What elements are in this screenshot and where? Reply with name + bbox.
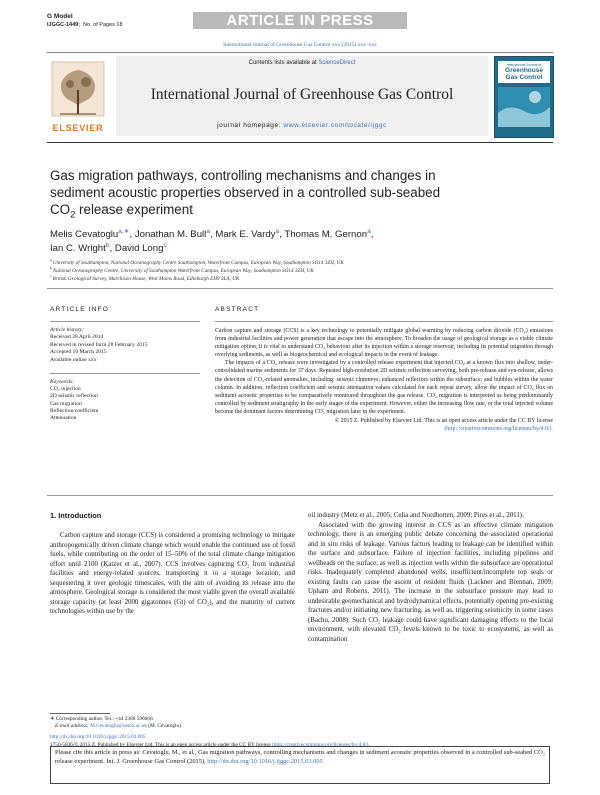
author-name: Jonathan M. Bull [134,229,207,240]
citation-body: Please cite this article in press as: Cevatoglu, M., et al., Gas migration pathways, controlling mechanisms and changes in sediment acoustic properties observed in a controlled sub-seabed CO₂ release experiment. Int. J. Greenhouse Gas Control (2015), [55,749,545,765]
intro-right-column [308,511,553,644]
keywords-label: Keywords: [50,378,75,385]
title-line-2: sediment acoustic properties observed in a controlled sub-seabed [50,185,441,200]
copyright-text: © 2015 Z. Published by Elsevier Ltd. This is an open access article under the CC BY license [334,418,553,425]
issn-text: 1750-5836/© 2015 Z. Published by Elsevier Ltd. This is an open access article under the CC BY license [50,741,273,748]
affiliation-text: University of Southampton, National Oceanography Centre Southampton, Waterfront Campus, European Way, Southampton SO14 3ZH, UK [52,260,344,266]
author-separator: , [109,243,115,254]
history-item: Received in revised form 28 February 2015 [50,341,148,348]
intro-left-column [50,511,295,617]
journal-cover [494,56,554,138]
author-line-1 [50,228,530,242]
history-item: Available online xxx [50,356,97,363]
ref-id: IJGGC-1449; [47,22,81,28]
keyword-item: 2D seismic reflection [50,393,98,400]
author-affiliation-mark[interactable]: a [206,227,211,235]
author-affiliation-mark[interactable]: a,∗ [118,227,130,235]
email-link[interactable]: M.Cevatoglu@soton.ac.uk [90,723,147,730]
intro-right-para-1: oil industry (Metz et al., 2005; Celia and Nordbotten, 2009; Pires et al., 2011). [308,512,524,519]
history-item: Accepted 10 March 2015 [50,349,107,356]
affiliation-item [50,273,530,284]
history-item: Received 28 April 2014 [50,334,104,341]
top-meta [47,13,123,29]
cover-image-icon [495,83,553,131]
article-info-heading: ARTICLE INFO [50,306,110,313]
history-list [50,334,200,364]
author-name: David Long [114,243,164,254]
intro-left-para: Carbon capture and storage (CCS) is considered a promising technology to mitigate anthropogenically driven climate change which would enable the continued use of fossil fuels, while contributing on the order of 15–50% of the total climate change mitigation effort until 2100 (Katzer et al., 2007). CCS involves capturing CO₂ from industrial facilities and energy-related sources, transporting it to a storage location, and sequestering it over geologic timescales, with the aim of avoiding its release into the atmosphere. Geological storage is considered the most viable given the overall available storage capacity (at least 2000 gigatonnes (Gt) of CO₂), and the maturity of current technologies within use by the [50,532,295,615]
citation-doi-link[interactable]: http://dx.doi.org/10.1016/j.ijggc.2015.03.005 [207,757,323,765]
cover-line-1: International Journal of [506,63,542,67]
title-line-3 [50,201,530,218]
author-affiliation-mark[interactable]: a [275,227,280,235]
affiliation-text: National Oceanography Centre, University of Southampton Waterfront Campus, European Way, Southampton SO14 3ZH, UK [52,267,314,274]
abstract-para-1: Carbon capture and storage (CCS) is a key technology to potentially mitigate global warming by reducing carbon dioxide (CO₂) emissions from industrial facilities and power generation that escape into the atmosphere. To broaden the usage of geological storage as a viable climate mitigation option, it is vital to understand CO₂ behaviour after its injection within a storage reservoir, including its potential migration through overlying sediments, as well as biogeochemical and ecological impacts in the event of leakage. [215,328,553,359]
model-label: G Model [47,13,73,20]
title-co: CO [50,202,71,217]
email-label: E-mail address: [55,723,91,730]
citation-text [55,749,545,767]
corresponding-author: ∗ Corresponding author. Tel.: +44 2380 596666. [50,716,154,722]
header-rule-top [47,52,553,53]
author-affiliation-mark[interactable]: b [105,241,110,249]
cover-line-3: Gas Control [505,74,543,81]
history-label: Article history: [50,327,85,333]
article-title [50,167,530,218]
homepage-line [116,122,488,129]
article-info [50,306,200,423]
abstract-copyright [215,417,553,433]
elsevier-tree-icon [48,60,108,118]
issn-license-link[interactable]: (http://creativecommons.org/licenses/by/4.0/) [272,741,369,748]
author-line-2 [50,242,530,256]
info-rule-2 [50,373,200,374]
affil-rule [47,288,553,289]
author-name: Mark E. Vardy [215,229,276,240]
author-name: Ian C. Wright [50,243,106,254]
intro-right-para-2: Associated with the growing interest in CCS as an effective climate mitigation technology, there is an emerging public debate concerning the associated operational and in situ risks of leakage. Various factors leading to leakage can be identified within the surface and subsurface. Failure of injection facilities, including pipelines and wellheads on the surface, as well as injection wells within the subsurface are operational risks. Inadequately completed abandoned wells, insufficient/incomplete top seals or existing faults can cause the ascent of resident fluids (Lackner and Brennan, 2009; Upham and Roberts, 2011). The increase in the subsurface pressure may lead to undesirable geomechanical and hydrodynamical effects, potentially opening pre-existing fractures and/or initiating new fracturing, as well as, triggering seismicity in some cases (Bachu, 2008). Such CO₂ leakage could have significant damaging effects to the local environment, with elevated CO₂ levels known to be toxic to ecosystems, as well as contamination [308,521,553,643]
abstract-rule [215,321,553,322]
keyword-item: Gas migration [50,400,82,407]
footnotes [50,716,550,749]
affiliations [50,260,530,283]
sciencedirect-link[interactable]: ScienceDirect [318,60,356,66]
header-rule-bottom [47,142,553,143]
banner-text: ARTICLE IN PRESS [226,12,374,29]
info-rule-1 [50,321,200,322]
abstract-para-2: The impacts of a CO₂ release were investigated by a controlled release experiment that injected CO₂ at a known flux into shallow, under-consolidated marine sediments for 37 days. Repeated high-resolution 2D seismic reflection surveying, both pre-release and syn-release, allows the detection of CO₂-related anomalies, including: seismic chimneys; enhanced reflectors within the subsurface; and bubbles within the water column. In addition, reflection coefficient and seismic attenuation values calculated for each repeat survey, allow the impact of CO₂ flux on sediment acoustic properties to be comparatively monitored throughout the gas release. CO₂ migration is interpreted as being predominantly controlled by sediment stratigraphy in the early stages of the experiment. However, either the increasing flow rate, or the total injected volume become the dominant factors determining CO₂ migration later in the experiment. [215,360,553,415]
homepage-label: journal homepage: [217,122,284,129]
abstract-heading: ABSTRACT [215,306,260,313]
affiliation-mark: b [50,266,53,271]
email-line [50,723,550,730]
contents-line [116,60,488,68]
author-list [50,228,530,256]
page-count: No. of Pages 18 [83,22,123,28]
homepage-link[interactable]: www.elsevier.com/locate/ijggc [283,122,387,129]
author-separator: , [279,229,285,240]
affiliation-mark: c [50,273,53,278]
intro-heading: 1. Introduction [50,511,102,520]
cover-line-2: Greenhouse [505,67,543,74]
footnote-rule [50,713,110,714]
keyword-item: Attenuation [50,415,77,422]
journal-citation-line: International Journal of Greenhouse Gas Control xxx (2015) xxx–xxx [223,42,377,48]
title-sub: 2 [70,209,76,220]
elsevier-logo [48,60,108,133]
email-suffix: (M. Cevatoglu). [146,723,183,730]
contents-prefix: Contents lists available at [248,60,319,66]
ref-line [47,21,123,29]
author-separator: , [370,229,374,240]
doi-link[interactable]: http://dx.doi.org/10.1016/j.ijggc.2015.03.005 [50,734,146,741]
affiliation-item [50,268,530,276]
issn-end: . [368,741,370,748]
journal-header-box [116,56,488,136]
citation-box [50,746,550,784]
author-separator: , [210,229,216,240]
author-affiliation-mark[interactable]: c [163,241,167,249]
article-in-press-banner [193,12,407,29]
title-rest: release experiment [75,202,193,217]
affiliation-mark: a [50,258,53,263]
license-link[interactable]: (http://creativecommons.org/licenses/by/4.0/). [444,426,553,433]
abstract [215,306,553,433]
affiliation-text: British Geological Survey, Murchison House, West Mains Road, Edinburgh EH9 3LA, UK [52,275,240,282]
elsevier-wordmark: ELSEVIER [52,123,104,133]
author-name: Thomas M. Gernon [284,229,368,240]
abstract-end-rule [47,495,553,496]
journal-title: International Journal of Greenhouse Gas Control [150,86,454,103]
author-affiliation-mark[interactable]: a [367,227,371,235]
keyword-item: CO₂ injection [50,385,81,392]
keywords-list [50,386,200,423]
keyword-item: Reflection coefficient [50,408,99,414]
title-line-1: Gas migration pathways, controlling mechanisms and changes in [50,168,436,183]
author-separator: , [129,229,135,240]
author-name: Melis Cevatoglu [50,229,119,240]
